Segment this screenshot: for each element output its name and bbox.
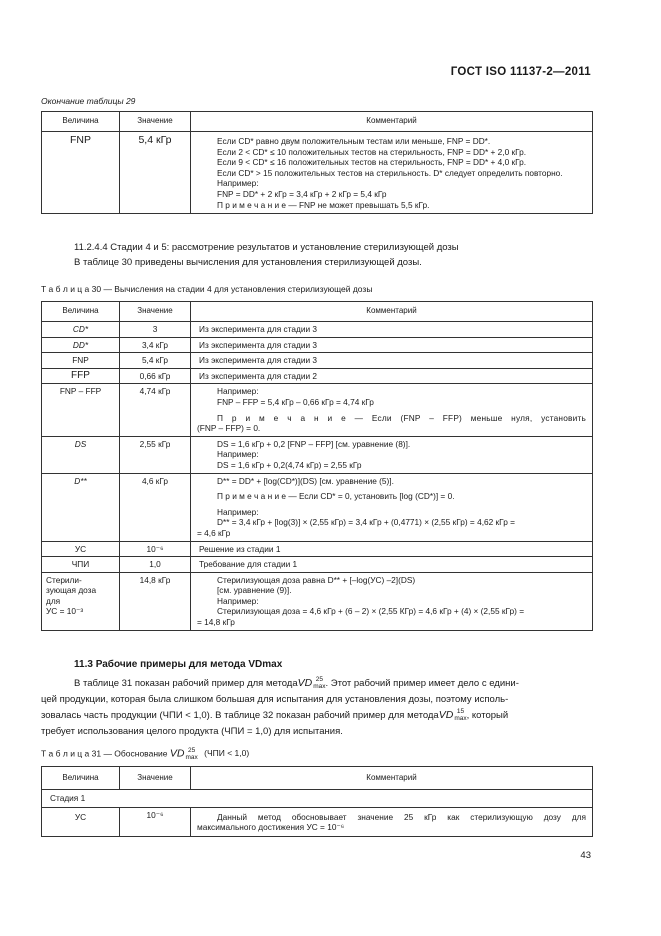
- table-row: [42, 368, 593, 384]
- cell-value: 4,74 кГр: [120, 384, 191, 436]
- cell-value: 3: [120, 322, 191, 338]
- table-row: [42, 322, 593, 338]
- cell-comment: Данный метод обосновывает значение 25 кГр как стерилизующую дозу для максимального достижения УС = 10⁻⁶: [191, 807, 593, 836]
- table-row: [42, 790, 593, 808]
- col-header: Комментарий: [191, 767, 593, 790]
- cell-value: 5,4 кГр: [120, 353, 191, 369]
- cell-quantity: FNP – FFP: [42, 384, 120, 436]
- cell-comment: Из эксперимента для стадии 3: [191, 337, 593, 353]
- col-header: Величина: [42, 112, 120, 132]
- cell-quantity: FNP: [42, 132, 120, 214]
- table-row: [42, 337, 593, 353]
- section-11-3-para-3: зовалась часть продукции (ЧПИ < 1,0). В таблице 32 показан рабочий пример для методаVD 15 max , который: [41, 708, 509, 723]
- cell-quantity: CD*: [42, 322, 120, 338]
- cell-comment: Решение из стадии 1: [191, 541, 593, 557]
- cell-comment: DS = 1,6 кГр + 0,2 [FNP – FFP] [см. уравнение (8)]. Например: DS = 1,6 кГр + 0,2(4,74 кГр) = 2,55 кГр: [191, 436, 593, 473]
- cell-value: 3,4 кГр: [120, 337, 191, 353]
- table-row: [42, 132, 593, 214]
- table30-header-row: [42, 302, 593, 322]
- cell-comment: Стерилизующая доза равна D** + [–log(УС) –2](DS) [см. уравнение (9)]. Например: Стерилизующая доза = 4,6 кГр + (6 – 2) × (2,55 КГр) = 4,6 кГр + (4) × (2,55 кГр) = = 14,8 кГр: [191, 572, 593, 630]
- table31-caption: Т а б л и ц а 31 — Обоснование VD 25 max (ЧПИ < 1,0): [41, 747, 250, 761]
- table-row: [42, 807, 593, 836]
- cell-quantity: FFP: [42, 368, 120, 384]
- table-row: [42, 557, 593, 573]
- section-11-3-para-4: требует использования целого продукта (ЧПИ = 1,0) для испытания.: [41, 726, 343, 737]
- cell-value: 4,6 кГр: [120, 473, 191, 541]
- cell-comment: Требование для стадии 1: [191, 557, 593, 573]
- col-header: Комментарий: [191, 112, 593, 132]
- col-header: Значение: [120, 302, 191, 322]
- table-30: [41, 301, 593, 631]
- table-row: [42, 541, 593, 557]
- cell-quantity: FNP: [42, 353, 120, 369]
- table31-header-row: [42, 767, 593, 790]
- cell-comment: Из эксперимента для стадии 3: [191, 353, 593, 369]
- page-number: 43: [580, 850, 591, 861]
- cell-value: 14,8 кГр: [120, 572, 191, 630]
- cell-quantity: УС: [42, 807, 120, 836]
- cell-comment: Если CD* равно двум положительным тестам или меньше, FNP = DD*. Если 2 < CD* ≤ 10 положительных тестов на стерильность, FNP = DD* + 2,0 кГр. Если 9 < CD* ≤ 16 положительных тестов на стерильность, FNP = DD* + 4,0 кГр. Если CD* > 15 положительных тестов на стерильность. D* следует определить повторно. Например: FNP = DD* + 2 кГр = 3,4 кГр + 2 кГр = 5,4 кГр П р и м е ч а н и е — FNP не может превышать 5,5 кГр.: [191, 132, 593, 214]
- table-29: [41, 111, 593, 214]
- cell-quantity: DS: [42, 436, 120, 473]
- col-header: Величина: [42, 767, 120, 790]
- cell-comment: D** = DD* + [log(CD*)](DS) [см. уравнение (5)]. П р и м е ч а н и е — Если CD* = 0, установить [log (CD*)] = 0. Например: D** = 3,4 кГр + [log(3)] × (2,55 кГр) = 3,4 кГр + (0,4771) × (2,55 кГр) = 4,62 кГр = = 4,6 кГр: [191, 473, 593, 541]
- table-31: [41, 766, 593, 837]
- col-header: Величина: [42, 302, 120, 322]
- cell-comment: Из эксперимента для стадии 2: [191, 368, 593, 384]
- cell-comment: Из эксперимента для стадии 3: [191, 322, 593, 338]
- section-11-3-title: 11.3 Рабочие примеры для метода VDmax: [74, 659, 283, 670]
- cell-quantity: ЧПИ: [42, 557, 120, 573]
- cell-stage: Стадия 1: [42, 790, 593, 808]
- document-header: ГОСТ ISO 11137-2—2011: [450, 66, 591, 78]
- table30-caption: Т а б л и ц а 30 — Вычисления на стадии 4 для установления стерилизующей дозы: [41, 284, 373, 294]
- cell-quantity: DD*: [42, 337, 120, 353]
- col-header: Значение: [120, 767, 191, 790]
- table-row: [42, 473, 593, 541]
- section-11-2-4-4: 11.2.4.4 Стадии 4 и 5: рассмотрение результатов и установление стерилизующей дозы: [74, 242, 459, 253]
- cell-value: 1,0: [120, 557, 191, 573]
- section-11-2-4-4-text: В таблице 30 приведены вычисления для установления стерилизующей дозы.: [74, 257, 422, 268]
- cell-quantity: D**: [42, 473, 120, 541]
- section-11-3-para-2: цей продукции, которая была слишком большая для испытания для установления дозы, поэтому исполь-: [41, 694, 509, 705]
- table-row: [42, 353, 593, 369]
- cell-value: 10⁻⁶: [120, 807, 191, 836]
- col-header: Комментарий: [191, 302, 593, 322]
- cell-value: 2,55 кГр: [120, 436, 191, 473]
- table-row: [42, 572, 593, 630]
- cell-value: 0,66 кГр: [120, 368, 191, 384]
- cell-value: 5,4 кГр: [120, 132, 191, 214]
- table29-header-row: [42, 112, 593, 132]
- cell-value: 10⁻⁶: [120, 541, 191, 557]
- col-header: Значение: [120, 112, 191, 132]
- cell-comment: Например: FNP – FFP = 5,4 кГр – 0,66 кГр = 4,74 кГр П р и м е ч а н и е — Если (FNP – FFP) меньше нуля, установить (FNP – FFP) = 0.: [191, 384, 593, 436]
- section-11-3-para-1: В таблице 31 показан рабочий пример для методаVD 25 max . Этот рабочий пример имеет дело с едини-: [74, 676, 519, 691]
- cell-quantity: УС: [42, 541, 120, 557]
- cell-quantity: Стерили- зующая доза для УС = 10⁻³: [42, 572, 120, 630]
- table-row: [42, 436, 593, 473]
- table29-caption: Окончание таблицы 29: [41, 96, 136, 106]
- table-row: [42, 384, 593, 436]
